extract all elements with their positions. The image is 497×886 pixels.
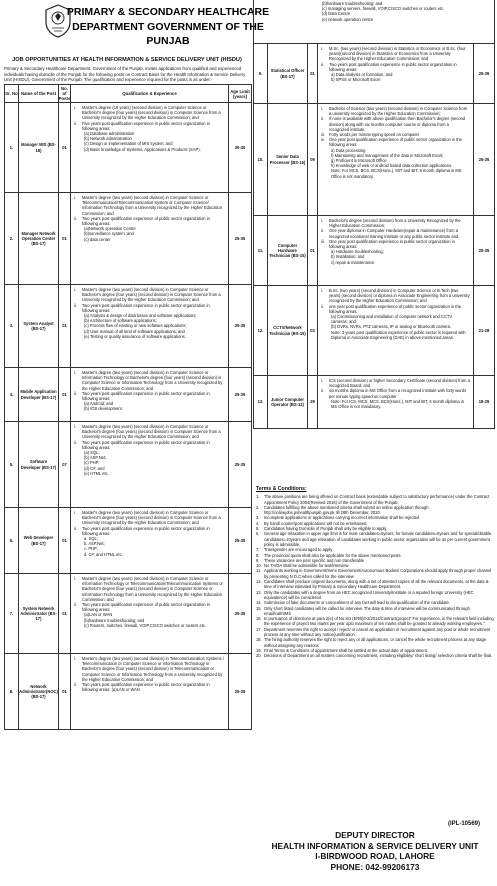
item-text: Master's degree (two years) (second division) in Computer Science or Bachelor's degree (four years) (second division) in Computer Science from a University recognized by the Higher Education Commission; and	[82, 287, 221, 303]
row-no-of-posts: 07	[59, 422, 71, 507]
row-sr-no: 11.	[254, 216, 268, 285]
item-text: Two years post qualification experience in public sector organization in following areas:	[82, 302, 210, 313]
table-row	[5, 508, 251, 574]
terms-item-number: 9.	[256, 557, 260, 563]
row-age-limit: 30-40	[234, 144, 246, 150]
qualification-subitem: (d) C#; and	[84, 465, 105, 471]
advert-footer	[256, 830, 494, 872]
qualification-item	[74, 602, 225, 612]
table-row	[5, 285, 251, 368]
header-age-limit: Age Limit (years)	[230, 88, 250, 99]
row-qualification	[71, 422, 229, 507]
qualification-subitem: b. ASP.Net;	[84, 541, 105, 547]
qualification-subitem: (c) data center	[84, 236, 111, 242]
terms-item	[256, 505, 494, 516]
qualification-subitem: c) repair & maintenance	[331, 259, 375, 265]
qualification-subitem: (b) Network administration	[84, 136, 132, 142]
qualification-subitem: g) Proficient in Microsoft Office	[331, 158, 387, 164]
header-post-name: Name of the Post	[19, 85, 59, 102]
item-text: one year post qualification experience of public sector organization in the following areas:	[329, 303, 461, 314]
row-age-limit: 25-35	[234, 688, 246, 694]
qualification-item	[74, 656, 225, 682]
item-number: ii.	[74, 682, 77, 688]
qualification-subitem: (c) Routers, switches, firewall, VOIP,CISCO switches or routers etc.	[84, 622, 207, 628]
row-sr-no: 9.	[254, 44, 268, 103]
row-sr-no: 1.	[5, 103, 19, 192]
row-post-name: System Network Administrator (BS-17)	[19, 574, 59, 653]
row-8-continuation	[254, 0, 494, 44]
row-age-limit: 25-35	[234, 537, 246, 543]
terms-item-number: 3.	[256, 515, 260, 521]
terms-and-conditions	[256, 487, 494, 659]
terms-item-text: Candidates fulfilling the above mentioned criteria shall submit an online application through http://onlinejobs.pshealthpunjab.gov.pk till 28th December, 2020.	[264, 504, 429, 516]
qualification-subitem: a) Data analysis or formation; and	[331, 72, 393, 78]
qualification-item	[74, 682, 225, 692]
item-number: ii.	[321, 228, 324, 234]
terms-item-text: Applicants working in Government/Semi Government/Autonomous Bodies/ Corporations should apply through proper channel by presenting N.O.C when called for the interview	[264, 568, 492, 579]
item-text: Master's degree (two years) (second division) in Computer Science or Bachelor's degree (four years) (second division) in Computer Science from a University recognized by the Higher Education Commission; and	[82, 424, 221, 440]
continuation-item: (d) Data Centre	[322, 11, 351, 17]
terms-title: Terms & Conditions:	[256, 486, 307, 492]
terms-item-number: 6.	[256, 531, 260, 537]
row-no-of-posts: 01	[59, 285, 71, 367]
item-number: ii.	[321, 303, 324, 309]
table-row	[254, 216, 494, 286]
qualification-subitem: (d) Basic knowledge of Systems, Applications & Products (SAP).	[84, 146, 201, 152]
item-text: Master's degree (two years) (second division) in Computer Science or Information Technology or Telecommunication/Telecommunication Systems or Bachelor's degree (four years) (second division) in Computer Science or Information Technology from a University recognized by the Higher Education Commission; and	[82, 576, 223, 602]
terms-item-number: 15.	[256, 605, 262, 611]
terms-item-number: 5.	[256, 526, 260, 532]
terms-item-text: Department reserves the right to accept / reject/ or cancel an application or recruitment against any post or whole recruitment process at any time without any notice/justification.	[264, 626, 491, 638]
qualification-item	[74, 370, 225, 391]
item-text: Bachelor's degree (second division) from a University Recognized by the Higher Education Commission;	[329, 218, 461, 229]
qualification-subitem: h) Knowledge of web or android based data collection applications.	[331, 163, 453, 169]
item-text: Two years post qualification experience in public sector organization in following areas:	[82, 390, 210, 402]
qualification-subitem: Note: For MCS, BCS, BCS(Hons.), MIT and BIT, 6 month diploma in MS Office is not mandatory.	[331, 168, 462, 179]
qualification-subitem: (a) Analysis & design of data bases and software applications;	[84, 313, 197, 319]
terms-item-text: Submission of fake documents or concealment of any fact will lead to dis-qualification of the candidate.	[264, 600, 450, 606]
terms-item	[256, 627, 494, 638]
terms-item-text: Candidates shall produce original documents, along with a set of attested copies of all the relevant documents, at the date & time of interview intimated by Primary & Secondary Healthcare Department.	[264, 579, 489, 590]
qualification-subitem: (a) Commissioning and installation of computer network and CCTV cameras; and	[331, 314, 453, 325]
row-age-limit: 25-35	[234, 461, 246, 467]
terms-item-text: Incomplete applications or applications carrying incorrect information shall be rejected	[264, 515, 420, 521]
footer-phone: PHONE: 042-99206173	[330, 861, 420, 872]
row-age-limit: 25-35	[478, 247, 490, 253]
table-row	[5, 103, 251, 193]
row-qualification	[71, 103, 229, 192]
qualification-subitem: (a) Database administration	[84, 131, 135, 137]
row-no-of-posts: 01	[59, 193, 71, 284]
row-post-name: Web Developer (BS-17)	[19, 508, 59, 573]
item-text: Master's degree (16 years) (second division) in Computer Science or Bachelor's degree (four years) (second division) in Computer Science from a University recognized by the Higher Education Commission; and	[82, 105, 221, 121]
row-sr-no: 12.	[254, 286, 268, 375]
row-post-name: Mobile Application Developer (BS-17)	[19, 368, 59, 421]
row-post-name: CCTV/Network Technician (BS-15)	[268, 286, 308, 375]
qualification-item	[74, 195, 225, 216]
qualification-subitem: (a) Android; and	[84, 401, 114, 407]
qualification-subitem: (a)LAN or WAN	[84, 612, 113, 618]
terms-item-number: 20.	[256, 653, 262, 659]
row-age-limit: 25-35	[478, 156, 490, 162]
terms-item-text: General age relaxation in upper age limit is for male candidates=5years, for female candidates=8years and for special/disable candidates=10years and age relaxation of candidates working in public sector organization will be as per current government policy is admissible.	[264, 531, 492, 547]
terms-item-text: Only the candidates with a degree from an HEC recognized University/Institute or a reputed foreign University (HEC equivalence) will be considered	[264, 589, 474, 600]
qualification-subitem: (d) User manual of all kind of software applications; and	[84, 328, 185, 334]
qualification-item	[74, 510, 225, 526]
row-no-of-posts: 29	[308, 376, 318, 428]
item-number: i.	[74, 370, 77, 375]
qualification-subitem: (c) PHP;	[84, 460, 100, 466]
item-text: six months diploma in MS Office from a recognized institute with forty words per minute typing speed on computer	[329, 388, 467, 399]
qualification-item	[321, 137, 470, 147]
item-number: iv.	[321, 137, 325, 143]
advert-header	[40, 0, 270, 47]
advert-subheading: JOB OPPORTUNITIES AT HEALTH INFORMATION & SERVICE DELIVERY UNIT (HISDU)	[12, 57, 242, 63]
qualification-item	[321, 46, 470, 62]
terms-item-text: Only short listed candidates will be called for interview. The date & time of interview will be communicated through email/call/SMS	[264, 605, 470, 616]
qualification-item	[74, 576, 225, 602]
qualification-subitem: (a) SQL;	[84, 450, 100, 456]
row-post-name: Software Developer (BS-17)	[19, 422, 59, 507]
qualification-subitem: (e) HTML etc.	[84, 470, 109, 476]
row-age-limit: 25-35	[478, 70, 490, 76]
terms-item	[256, 531, 494, 547]
row-qualification	[71, 285, 229, 367]
item-text: Master's degree (two years) (second division) in Computer Science or Telecommunication/Telecommunication System or Computer Science/ Information Technology from a University recognized by the Higher Education Commission; and	[82, 195, 223, 216]
item-text: One year post qualification experience in public sector organization in following areas:	[329, 238, 455, 250]
row-post-name: Network Administrator(NOC) (BS-17)	[19, 654, 59, 729]
item-number: iii.	[321, 238, 325, 244]
row-sr-no: 3.	[5, 285, 19, 367]
terms-item	[256, 616, 494, 627]
qualification-subitem: (b) DVRs, NVRs, PTZ cameras, IP or analog or Bluetooth camera.	[331, 324, 452, 330]
item-number: i.	[74, 287, 77, 292]
header-sr-no: Sr. No	[5, 85, 19, 102]
row-qualification	[318, 376, 474, 428]
qualification-subitem: a. SQL;	[84, 536, 98, 542]
qualification-subitem: a) Hardware troubleshooting;	[331, 249, 384, 255]
table-row	[5, 574, 251, 654]
terms-item-text: These vacancies are post specific and non transferable	[264, 557, 365, 563]
continuation-item: (e) network operation centre	[322, 16, 374, 22]
qualification-item	[321, 218, 470, 228]
item-number: i.	[74, 424, 77, 429]
qualification-subitem: (a)Network operation Centre	[84, 226, 136, 232]
item-number: i.	[74, 195, 77, 200]
item-text: Five years post qualification experience in public sector organization in following areas:	[82, 120, 210, 131]
posts-table-right	[253, 0, 495, 429]
terms-item-text: The hiring authority reserves the right to reject any or all applications, or cancel the whole recruitment process at any stage without assigning any reasons	[264, 637, 487, 648]
item-number: i.	[74, 656, 77, 661]
terms-item	[256, 590, 494, 601]
terms-item	[256, 637, 494, 648]
qualification-subitem: (b) ASP.Net;	[84, 455, 107, 461]
table-row	[5, 193, 251, 285]
item-number: ii.	[74, 390, 77, 396]
table-row	[254, 44, 494, 104]
row-age-limit: 25-35	[234, 235, 246, 241]
row-qualification	[71, 654, 229, 729]
item-text: Forty words per minute typing speed on computer	[329, 132, 420, 138]
item-number: i.	[74, 105, 77, 110]
item-number: i.	[74, 576, 77, 581]
table-row	[254, 286, 494, 376]
qualification-item	[74, 121, 225, 131]
item-text: Master's degree (two years) (second division) in Computer Science or Bachelor's degree (four years) (second division) in Computer Science from a University recognized by the Higher Education Commission; and	[82, 510, 221, 526]
qualification-subitem: (c) Design or implementation of MIS system; and	[84, 141, 173, 147]
qualification-item	[74, 440, 225, 450]
row-no-of-posts: 01	[59, 508, 71, 573]
terms-item-number: 10.	[256, 563, 262, 569]
terms-item-text: Candidates having Domicile of Punjab shall only be eligible to apply.	[264, 526, 388, 532]
row-sr-no: 7.	[5, 574, 19, 653]
row-qualification	[318, 44, 474, 103]
qualification-subitem: b) SPSS or Microsoft Excel	[331, 77, 381, 83]
qualification-item	[74, 105, 225, 121]
footer-designation: DEPUTY DIRECTOR	[335, 830, 415, 840]
row-no-of-posts: 01	[308, 216, 318, 285]
qualification-subitem: (b) Architecture of software applications;	[84, 318, 157, 324]
item-text: ICS (second division) or higher Secondary Certificate (second division) from a recognized Board; and	[329, 378, 470, 389]
row-sr-no: 4.	[5, 368, 19, 421]
qualification-item	[321, 228, 470, 238]
terms-item-number: 4.	[256, 520, 260, 526]
table-row	[254, 104, 494, 216]
terms-item-number: 18.	[256, 637, 262, 643]
row-no-of-posts: 01	[59, 654, 71, 729]
item-number: iii.	[321, 132, 325, 138]
item-number: ii.	[321, 116, 324, 122]
qualification-subitem: (e) Testing or quality assurance of software applications.	[84, 333, 186, 339]
advert-intro: Primary & Secondary Healthcare Department, Government of the Punjab, invites applications from qualified and experienced individuals having domicile of the Punjab for the following posts on Contract Basis for the Health Information & Service Delivery Unit (HISDU), Government of the Punjab. The qualification and experience required for the posts is as under:-	[4, 66, 246, 83]
table-row	[254, 376, 494, 428]
item-number: ii.	[321, 388, 324, 394]
terms-item-number: 12.	[256, 579, 262, 585]
terms-item-text: Final Terms & Conditions of appointment shall be settled at the actual date of appointment.	[264, 647, 428, 653]
item-text: B.Sc. (two years) (second division) in Computer Science or B.Tech (two years) (second division) or diploma in Associate Engineering from a university recognized by the Higher Education Commission; and	[329, 288, 470, 304]
table-row	[5, 368, 251, 422]
terms-item-text: No TA/DA shall be admissible for test/interview	[264, 563, 349, 569]
row-post-name: System Analyst (BS-17)	[19, 285, 59, 367]
qualification-subitem: Note: 3 years post qualification experience of public sector is required with Diploma in Associate Engineering (DAE) in above-mentioned areas.	[331, 329, 466, 340]
header-title-line1: PRIMARY & SECONDARY HEALTHCARE	[66, 6, 270, 18]
item-text: Master's degree (two years) (second division) in Telecommunication Systems / Telecommunication or Computer Science or Information Technology or Bachelor's degree (four years) (second division) in Telecommunication or Computer Science or Information Technology from a University recognized by the Higher Education Commission; and	[82, 656, 224, 682]
qualification-item	[74, 391, 225, 401]
terms-item-number: 2.	[256, 504, 260, 510]
row-post-name: Senior Data Processor (BS-16)	[268, 104, 308, 215]
qualification-item	[321, 388, 470, 398]
item-text: Two years post qualification experience in public sector organization in following areas:	[82, 439, 210, 450]
row-qualification	[71, 574, 229, 653]
posts-table-left	[4, 84, 252, 730]
header-no-of-posts: No. of Posts	[58, 86, 71, 101]
row-qualification	[318, 286, 474, 375]
row-no-of-posts: 01	[59, 103, 71, 192]
terms-item-number: 19.	[256, 647, 262, 653]
row-no-of-posts: 01	[59, 574, 71, 653]
row-age-limit: 25-35	[234, 610, 246, 616]
terms-item-text: The provincial quota shall also be applicable for the above mentioned posts.	[264, 552, 402, 558]
terms-item-number: 11.	[256, 568, 262, 574]
item-number: i.	[321, 288, 324, 293]
item-number: i.	[321, 378, 324, 383]
row-age-limit: 18-25	[478, 399, 490, 405]
terms-item	[256, 653, 494, 658]
terms-item-text: By hand/ courier/post applications will not be entertained.	[264, 520, 368, 526]
qualification-item	[321, 378, 470, 388]
table-row	[5, 654, 251, 729]
row-qualification	[318, 216, 474, 285]
footer-unit: HEALTH INFORMATION & SERVICE DELIVERY UNIT	[271, 840, 479, 851]
row-post-name: Computer Hardware Technician (BS-15)	[268, 216, 308, 285]
terms-item	[256, 606, 494, 617]
item-text: Two years post qualification experience in public sector organization in following areas: (a)LAN or WAN	[82, 682, 210, 693]
item-text: Two years post qualification experience in public sector organization in following areas:	[82, 525, 210, 536]
continuation-item: (c) managing servers, firewall, VOIP,CISCO switches or routers etc.	[322, 6, 445, 12]
terms-item-number: 17.	[256, 626, 262, 632]
row-sr-no: 5.	[5, 422, 19, 507]
row-qualification	[71, 508, 229, 573]
terms-item-text: The above positions are being offered on Contract basis (extendable subject to satisfactory performance) under the Contract Appointment Policy 2004(Revised 2016) of the Government of the Punjab.	[264, 494, 490, 505]
terms-item-number: 8.	[256, 552, 260, 558]
item-number: i.	[321, 106, 324, 111]
qualification-item	[321, 239, 470, 249]
terms-item-number: 13.	[256, 589, 262, 595]
item-number: i.	[321, 46, 324, 51]
item-text: One year post qualification experience of public sector organization in the following areas:	[329, 137, 462, 148]
item-number: ii.	[74, 120, 77, 126]
item-number: ii.	[321, 61, 324, 67]
qualification-item	[321, 116, 470, 132]
terms-item-text: Transgender are encouraged to apply	[264, 547, 333, 553]
footer-address: I-BIRDWOOD ROAD, LAHORE	[315, 851, 435, 861]
terms-item	[256, 579, 494, 590]
row-no-of-posts: 01	[308, 44, 318, 103]
qualification-item	[74, 287, 225, 303]
item-number: ii.	[74, 525, 77, 531]
terms-item-text: Decisions of Department on all matters concerning recruitment, including eligibility/ short listing/ selection criteria shall be final.	[264, 653, 493, 659]
qualification-subitem: f) Maintaining and management of the data in Microsoft Excel;	[331, 152, 444, 158]
row-no-of-posts: 01	[59, 368, 71, 421]
row-post-name: Statistical Officer (BS-17)	[268, 44, 308, 103]
ipl-code: (IPL-10569)	[448, 821, 481, 827]
row-sr-no: 10.	[254, 104, 268, 215]
qualification-item	[74, 526, 225, 536]
row-sr-no: 6.	[5, 508, 19, 573]
terms-item-number: 16.	[256, 616, 262, 622]
qualification-item	[321, 62, 470, 72]
item-text: Bachelor of Science (two years) (second division) in Computer Science from a university recognized by the Higher Education Commission;	[329, 106, 468, 117]
qualification-subitem: b) Installation; and	[331, 254, 365, 260]
row-no-of-posts: 09	[308, 104, 318, 215]
qualification-item	[74, 303, 225, 313]
row-age-limit: 25-35	[234, 323, 246, 329]
row-post-name: Manager Network Operation Center (BS-17)	[19, 193, 59, 284]
qualification-subitem: Note: For ICS, MCS, MCS, BCS(Hons.), MIT and BIT, 6 month diploma in MS Office is not mandatory.	[331, 398, 465, 410]
item-text: One year diploma in Computer Hardware(repair & maintenance) from a recognized vocational training institute or any public sector institute and	[329, 228, 459, 239]
item-text: Two years post qualification experience of public sector organization in following areas:	[82, 215, 210, 227]
header-title-line2: DEPARTMENT GOVERNMENT OF THE PUNJAB	[72, 21, 264, 47]
item-number: ii.	[74, 215, 77, 221]
qualification-subitem: (b)surveillance system ;and	[84, 231, 134, 237]
item-number: i.	[74, 510, 77, 515]
terms-item-number: 1.	[256, 494, 260, 500]
continuation-item: (b)hardware troubleshooting; and	[322, 1, 383, 6]
qualification-subitem: (b)hardware troubleshooting; and	[84, 617, 145, 623]
item-text: If none is available with above qualification then Bachelor's degree (second division) along with six months computer course or diploma from a recognized institute.	[329, 116, 466, 132]
item-number: ii.	[74, 602, 77, 608]
row-sr-no: 8.	[5, 654, 19, 729]
terms-item	[256, 494, 494, 505]
qualification-item	[74, 424, 225, 440]
qualification-subitem: (c) Process flow of existing or new software applications;	[84, 323, 187, 329]
qualification-item	[321, 106, 470, 116]
qualification-subitem: d. C#; and HTML etc.	[84, 551, 123, 557]
item-text: Two years post qualification experience in public sector organization in following areas:	[329, 61, 457, 72]
terms-item-number: 14.	[256, 600, 262, 606]
row-age-limit: 21-28	[478, 327, 490, 333]
row-qualification	[71, 193, 229, 284]
item-number: ii.	[74, 302, 77, 308]
item-text: Master's degree (two years) (second division) in Computer Science or Information Technology or Bachelor's degree (four years) (second division) in Computer Science or Information Technology from a University recognized by the Higher Education Commission; and	[82, 370, 223, 391]
row-qualification	[71, 368, 229, 421]
item-text: M.Sc. (two years) (second division) in Statistics or Economics or B.Sc. (four years)(second division) in Statistics or Economics from a University Recognized by the Higher Education Commission; and	[329, 46, 466, 62]
qualification-subitem: a) Data processing	[331, 147, 366, 153]
row-post-name: Junior Computer Operator (BS-12)	[268, 376, 308, 428]
header-qualification: Qualification & Experience	[71, 85, 229, 102]
terms-item-text: In pursuance of directions at para 2(e) of No.SO (ERB)3-2/2014/Contract(project" For experience, in the relevant field including the experience of project two marks per year upto maximum of ten marks shall be granted to already working employees."	[264, 616, 494, 627]
row-no-of-posts: 03	[308, 286, 318, 375]
row-sr-no: 13.	[254, 376, 268, 428]
row-qualification	[318, 104, 474, 215]
item-text: Two years post qualification experience of public sector organization in following areas:	[82, 602, 210, 613]
qualification-item	[321, 304, 470, 314]
row-post-name: Manager MIS (BS-18)	[19, 103, 59, 192]
terms-item-number: 7.	[256, 547, 260, 553]
row-sr-no: 2.	[5, 193, 19, 284]
qualification-item	[74, 216, 225, 226]
terms-item	[256, 568, 494, 579]
row-age-limit: 25-35	[234, 391, 246, 397]
qualification-subitem: c. PHP;	[84, 546, 98, 552]
qualification-item	[321, 288, 470, 304]
qualification-subitem: (b) IOS development	[84, 406, 122, 412]
item-number: ii.	[74, 439, 77, 445]
table-row	[5, 422, 251, 508]
item-number: i.	[321, 218, 324, 223]
table-header-row	[5, 85, 251, 103]
